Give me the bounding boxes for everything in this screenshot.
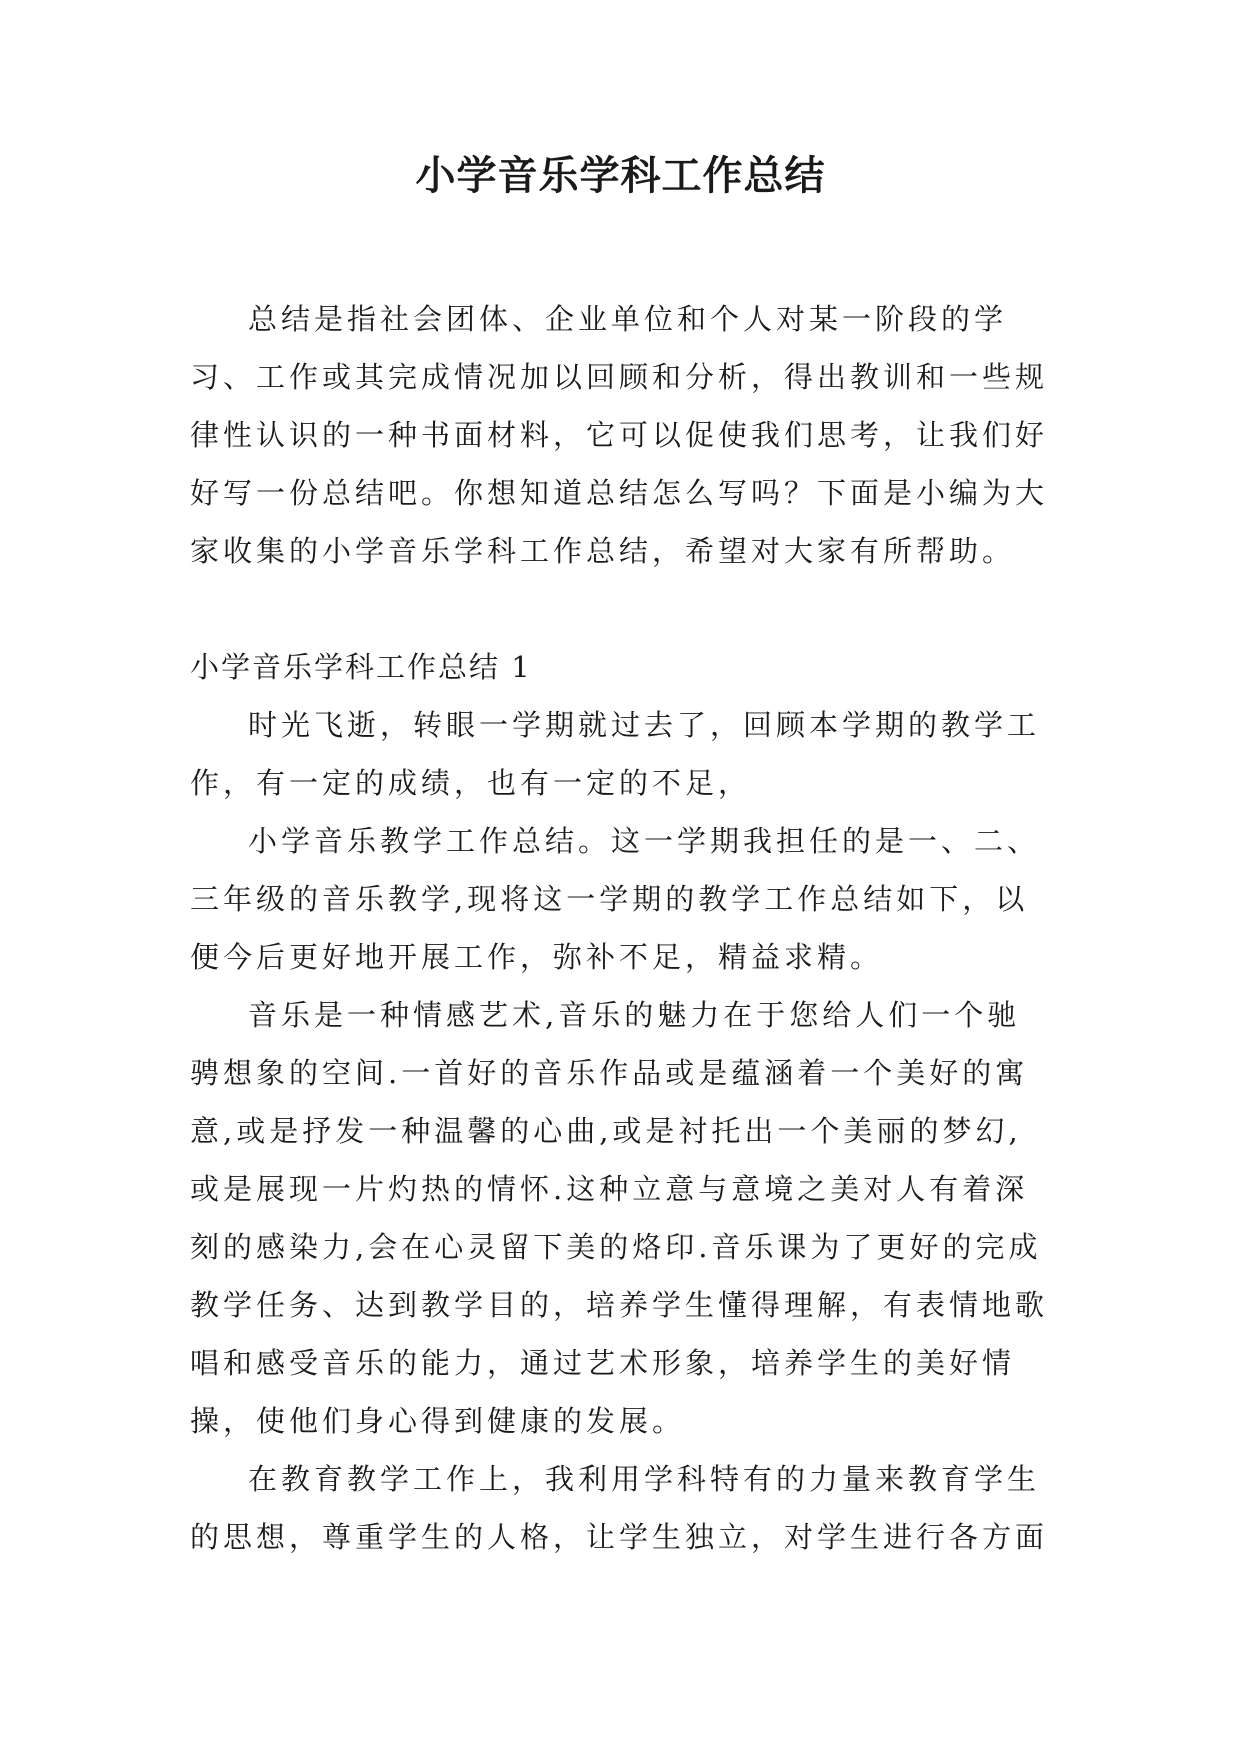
body-paragraph: 在教育教学工作上，我利用学科特有的力量来教育学生的思想，尊重学生的人格，让学生独立，对学生进行各方面 xyxy=(190,1462,1049,1554)
body-paragraph: 时光飞逝，转眼一学期就过去了，回顾本学期的教学工作，有一定的成绩，也有一定的不足， xyxy=(190,708,1041,800)
section-heading: 小学音乐学科工作总结 1 xyxy=(190,650,532,684)
document-title: 小学音乐学科工作总结 xyxy=(415,153,826,199)
body-paragraph: 音乐是一种情感艺术,音乐的魅力在于您给人们一个驰骋想象的空间.一首好的音乐作品或是蕴涵着一个美好的寓意,或是抒发一种温馨的心曲,或是衬托出一个美丽的梦幻,或是展现一片灼热的情怀.这种立意与意境之美对人有着深刻的感染力,会在心灵留下美的烙印.音乐课为了更好的完成教学任务、达到教学目的，培养学生懂得理解，有表情地歌唱和感受音乐的能力，通过艺术形象，培养学生的美好情操，使他们身心得到健康的发展。 xyxy=(190,998,1049,1438)
intro-paragraph: 总结是指社会团体、企业单位和个人对某一阶段的学习、工作或其完成情况加以回顾和分析，得出教训和一些规律性认识的一种书面材料，它可以促使我们思考，让我们好好写一份总结吧。你想知道总结怎么写吗？下面是小编为大家收集的小学音乐学科工作总结，希望对大家有所帮助。 xyxy=(190,302,1049,568)
document-body xyxy=(190,290,1050,1566)
body-paragraph: 小学音乐教学工作总结。这一学期我担任的是一、二、三年级的音乐教学,现将这一学期的教学工作总结如下，以便今后更好地开展工作，弥补不足，精益求精。 xyxy=(190,824,1041,974)
